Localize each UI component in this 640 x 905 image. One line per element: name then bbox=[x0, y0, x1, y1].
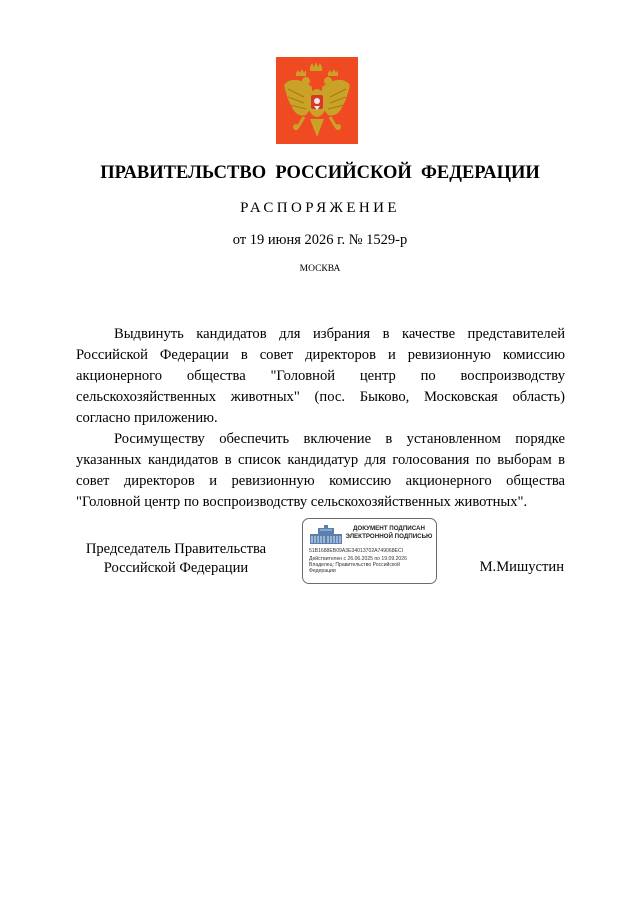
signatory-position-line: Российской Федерации bbox=[103, 560, 249, 576]
government-title: ПРАВИТЕЛЬСТВО РОССИЙСКОЙ ФЕДЕРАЦИИ bbox=[100, 163, 540, 183]
document-date-number: от 19 июня 2026 г. № 1529-р bbox=[232, 232, 408, 248]
government-building-icon bbox=[308, 525, 344, 545]
stamp-certificate: 51B1688EB09A3E34013702A749068ECI bbox=[309, 548, 404, 554]
stamp-owner: Владелец: Правительство Российской bbox=[309, 562, 400, 568]
stamp-title bbox=[343, 525, 435, 541]
document-type: РАСПОРЯЖЕНИЕ bbox=[240, 200, 400, 216]
body-paragraph: Росимуществу обеспечить включение в установленном порядке указанных кандидатов в список кандидатур для голосования по выборам в совет директоров и ревизионную комиссию акционерного общества "Головной центр по воспроизводству сельскохозяйственных животных". bbox=[76, 431, 565, 510]
stamp-owner: Федерации bbox=[309, 568, 336, 574]
signatory-position-line: Председатель Правительства bbox=[85, 541, 267, 557]
signatory-name: М.Мишустин bbox=[479, 559, 564, 575]
coat-of-arms-icon bbox=[276, 57, 358, 144]
document-city: МОСКВА bbox=[299, 264, 341, 274]
electronic-signature-stamp bbox=[302, 518, 437, 584]
body-paragraph: Выдвинуть кандидатов для избрания в качестве представителей Российской Федерации в совет директоров и ревизионную комиссию акционерного общества "Головной центр по воспроизводству сельскохозяйственных животных" (пос. Быково, Московская область) согласно приложению. bbox=[76, 326, 565, 426]
stamp-validity: Действителен с 26.06.2025 по 19.09.2026 bbox=[309, 556, 407, 562]
stamp-title-line: ДОКУМЕНТ ПОДПИСАН bbox=[353, 525, 425, 532]
stamp-title-line: ЭЛЕКТРОННОЙ ПОДПИСЬЮ bbox=[345, 533, 433, 540]
signatory-position bbox=[76, 540, 276, 578]
document-body bbox=[76, 324, 565, 513]
